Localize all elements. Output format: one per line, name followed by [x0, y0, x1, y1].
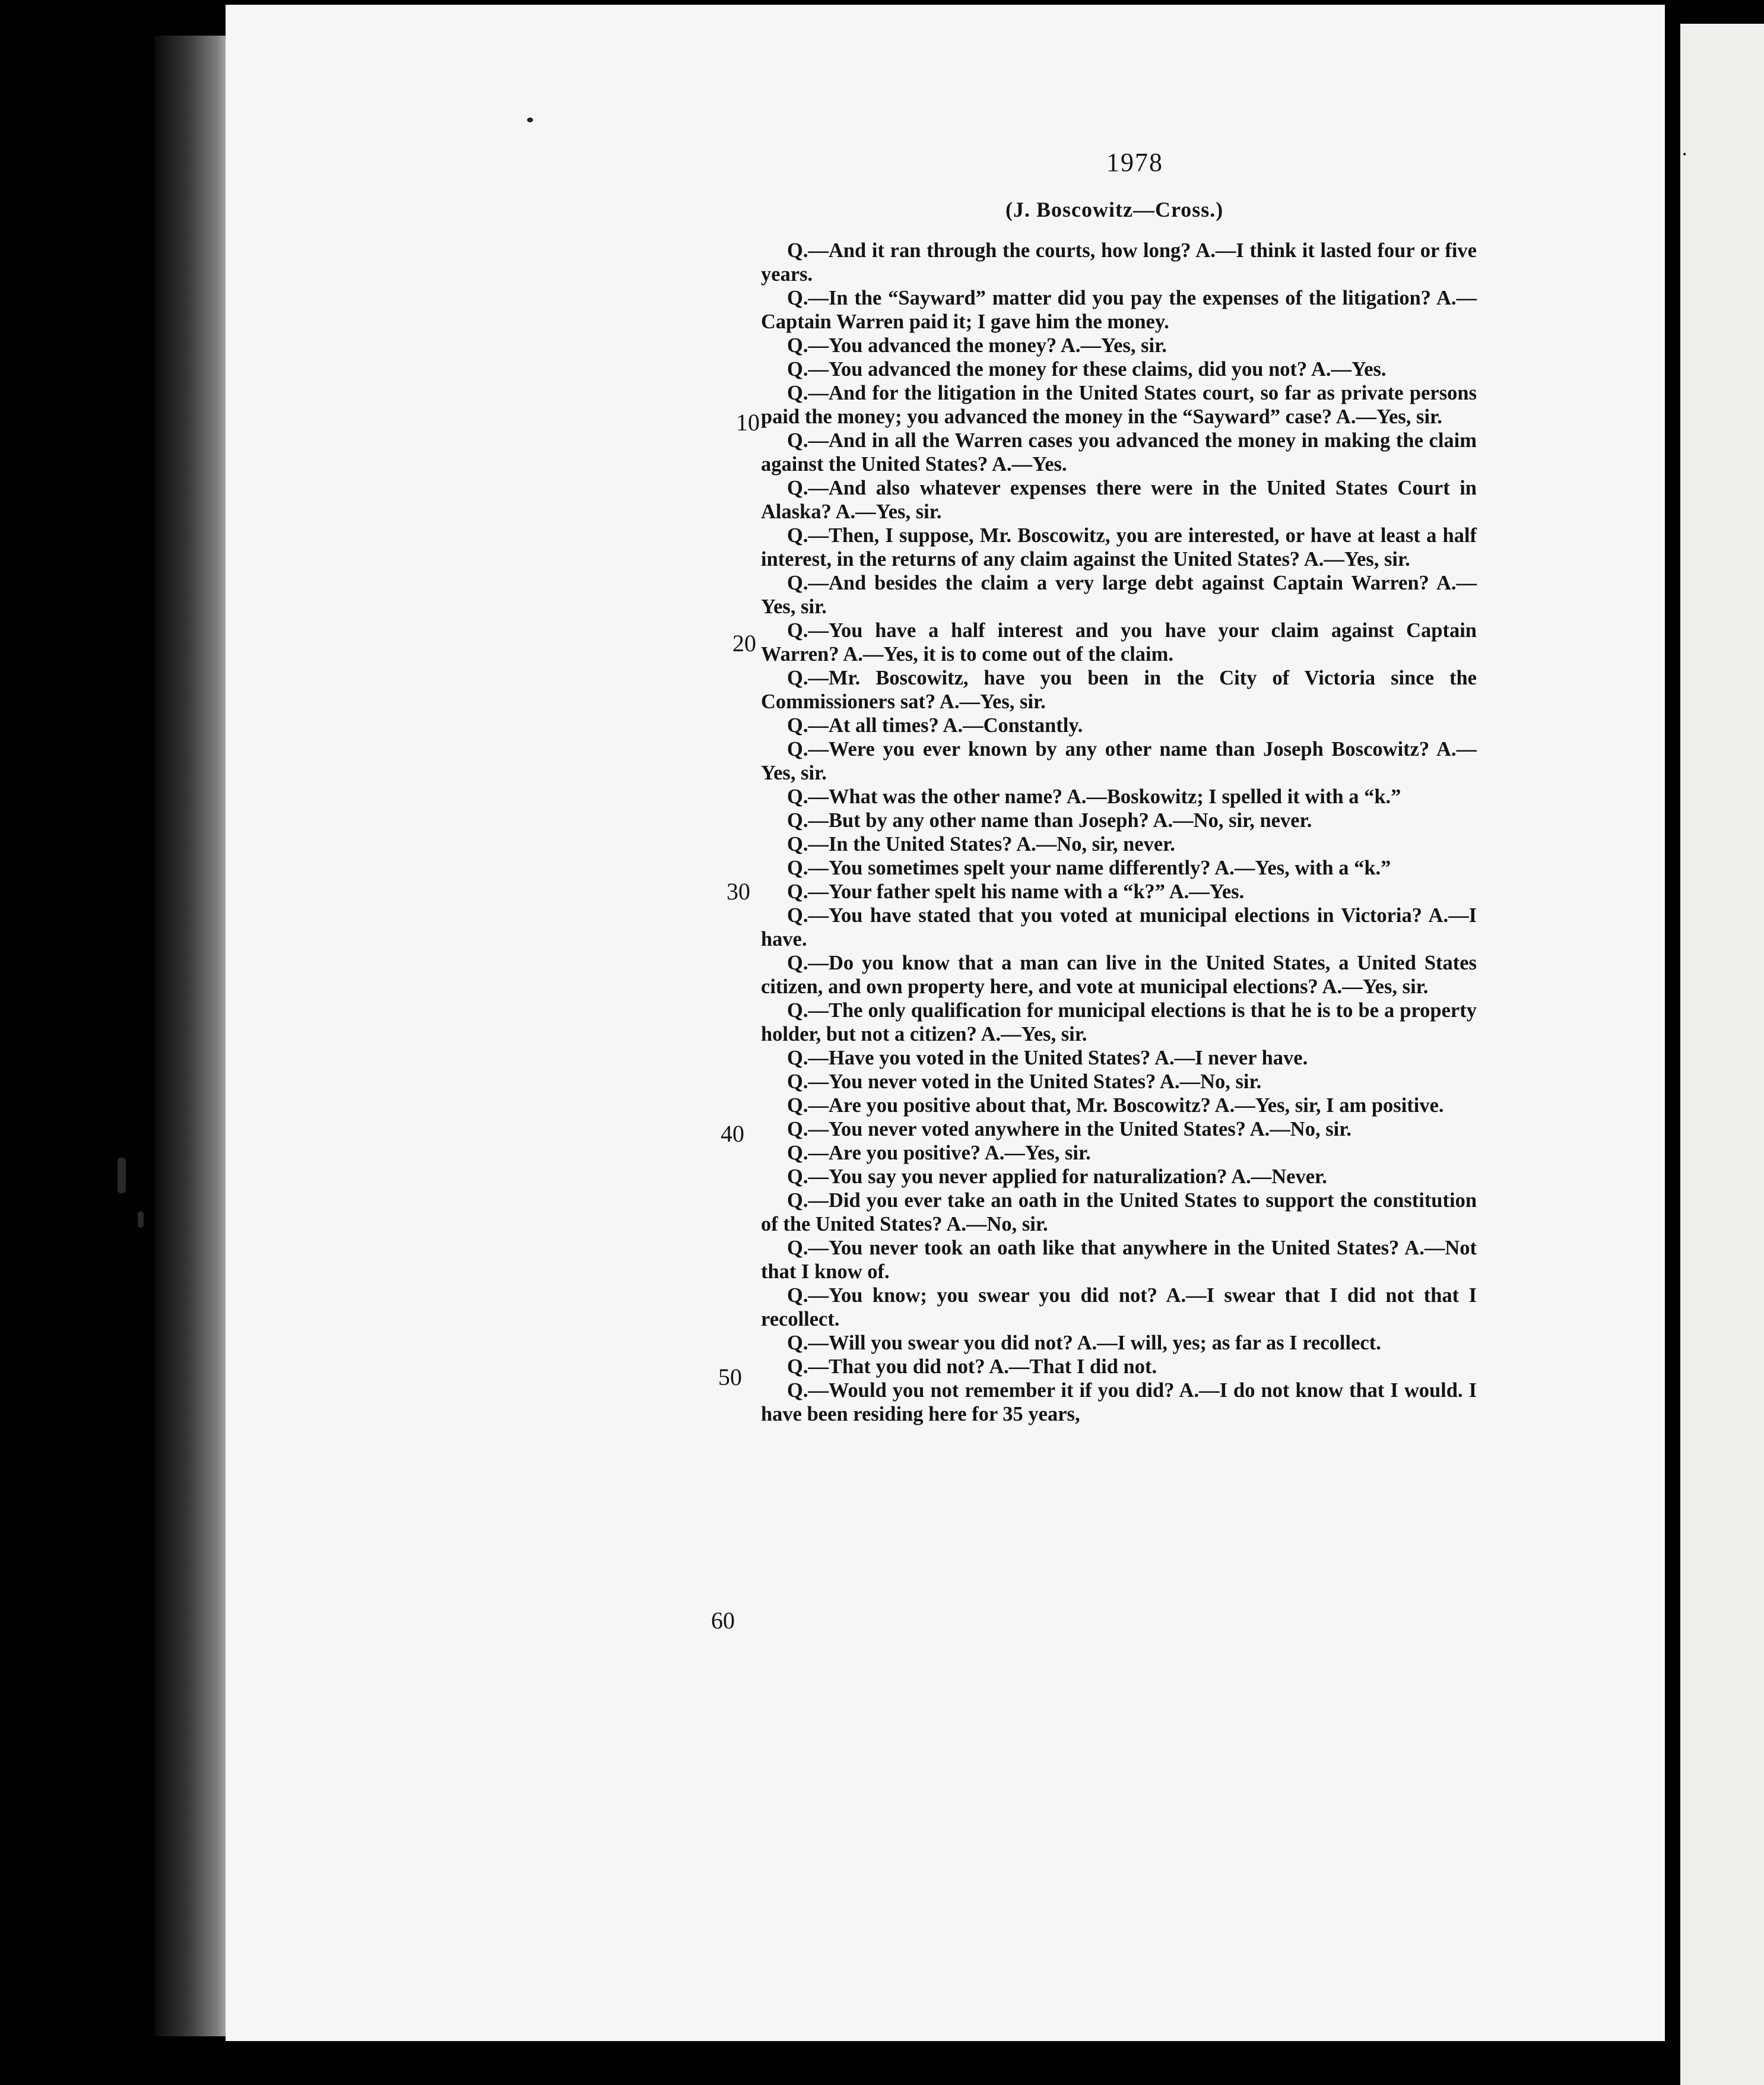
qa-paragraph: Q.—Are you positive? A.—Yes, sir.	[787, 1142, 1091, 1164]
qa-paragraph: Q.—Mr. Boscowitz, have you been in the City of Victoria since the Commissioners sat? A.—Yes, sir.	[761, 667, 1477, 713]
qa-paragraph: Q.—You have stated that you voted at municipal elections in Victoria? A.—I have.	[761, 904, 1477, 950]
qa-paragraph: Q.—What was the other name? A.—Boskowitz; I spelled it with a “k.”	[787, 785, 1401, 808]
qa-paragraph: Q.—You never voted anywhere in the United States? A.—No, sir.	[787, 1118, 1352, 1140]
gutter-shadow	[1665, 0, 1680, 2085]
qa-paragraph: Q.—And for the litigation in the United States court, so far as private persons paid the money; you advanced the money in the “Sayward” case? A.—Yes, sir.	[761, 382, 1477, 428]
ink-speck	[527, 118, 533, 122]
qa-paragraph: Q.—You never took an oath like that anywhere in the United States? A.—Not that I know of.	[761, 1237, 1477, 1283]
qa-paragraph: Q.—Will you swear you did not? A.—I will, yes; as far as I recollect.	[787, 1332, 1381, 1354]
qa-paragraph: Q.—Then, I suppose, Mr. Boscowitz, you are interested, or have at least a half interest, in the returns of any claim against the United States? A.—Yes, sir.	[761, 524, 1477, 571]
qa-paragraph: Q.—In the United States? A.—No, sir, never.	[787, 833, 1175, 855]
qa-paragraph: Q.—You never voted in the United States? A.—No, sir.	[787, 1070, 1262, 1093]
qa-paragraph: Q.—You have a half interest and you have your claim against Captain Warren? A.—Yes, it is to come out of the claim.	[761, 619, 1477, 666]
facing-page-edge	[1680, 24, 1764, 2085]
qa-paragraph: Q.—Do you know that a man can live in the United States, a United States citizen, and own property here, and vote at municipal elections? A.—Yes, sir.	[761, 952, 1477, 998]
margin-smudge	[138, 1211, 144, 1228]
qa-paragraph: Q.—And besides the claim a very large debt against Captain Warren? A.—Yes, sir.	[761, 572, 1477, 618]
line-number: 20	[732, 630, 756, 657]
book-page-edge	[154, 36, 231, 2036]
qa-paragraph: Q.—Were you ever known by any other name than Joseph Boscowitz? A.—Yes, sir.	[761, 738, 1477, 784]
qa-paragraph: Q.—At all times? A.—Constantly.	[787, 714, 1083, 737]
qa-paragraph: Q.—You advanced the money for these claims, did you not? A.—Yes.	[787, 358, 1387, 381]
line-number: 60	[711, 1607, 735, 1634]
qa-paragraph: Q.—In the “Sayward” matter did you pay the expenses of the litigation? A.—Captain Warren paid it; I gave him the money.	[761, 287, 1477, 333]
testimony-text	[761, 239, 1477, 1426]
qa-paragraph: Q.—You say you never applied for naturalization? A.—Never.	[787, 1165, 1327, 1188]
facing-page-mark: •	[1683, 148, 1687, 160]
qa-paragraph: Q.—And also whatever expenses there were in the United States Court in Alaska? A.—Yes, sir.	[761, 477, 1477, 523]
qa-paragraph: Q.—And in all the Warren cases you advanced the money in making the claim against the United States? A.—Yes.	[761, 429, 1477, 476]
margin-smudge	[118, 1158, 126, 1193]
line-number: 40	[721, 1120, 744, 1147]
qa-paragraph: Q.—Have you voted in the United States? A.—I never have.	[787, 1047, 1308, 1069]
running-head: (J. Boscowitz—Cross.)	[1005, 198, 1224, 221]
qa-paragraph: Q.—You sometimes spelt your name differently? A.—Yes, with a “k.”	[787, 857, 1391, 879]
qa-paragraph: Q.—The only qualification for municipal elections is that he is to be a property holder, but not a citizen? A.—Yes, sir.	[761, 999, 1477, 1045]
qa-paragraph: Q.—You know; you swear you did not? A.—I swear that I did not that I recollect.	[761, 1284, 1477, 1330]
qa-paragraph: Q.—And it ran through the courts, how long? A.—I think it lasted four or five years.	[761, 239, 1477, 286]
qa-paragraph: Q.—But by any other name than Joseph? A.—No, sir, never.	[787, 809, 1312, 832]
qa-paragraph: Q.—Did you ever take an oath in the United States to support the constitution of the United States? A.—No, sir.	[761, 1189, 1477, 1235]
line-number: 10	[736, 409, 760, 436]
qa-paragraph: Q.—That you did not? A.—That I did not.	[787, 1355, 1157, 1378]
page-number: 1978	[1106, 148, 1163, 177]
qa-paragraph: Q.—Are you positive about that, Mr. Boscowitz? A.—Yes, sir, I am positive.	[787, 1094, 1444, 1117]
qa-paragraph: Q.—Would you not remember it if you did? A.—I do not know that I would. I have been residing here for 35 years,	[761, 1379, 1477, 1425]
line-number: 30	[726, 878, 750, 905]
qa-paragraph: Q.—Your father spelt his name with a “k?” A.—Yes.	[787, 880, 1245, 903]
qa-paragraph: Q.—You advanced the money? A.—Yes, sir.	[787, 334, 1167, 357]
line-number: 50	[718, 1364, 742, 1390]
